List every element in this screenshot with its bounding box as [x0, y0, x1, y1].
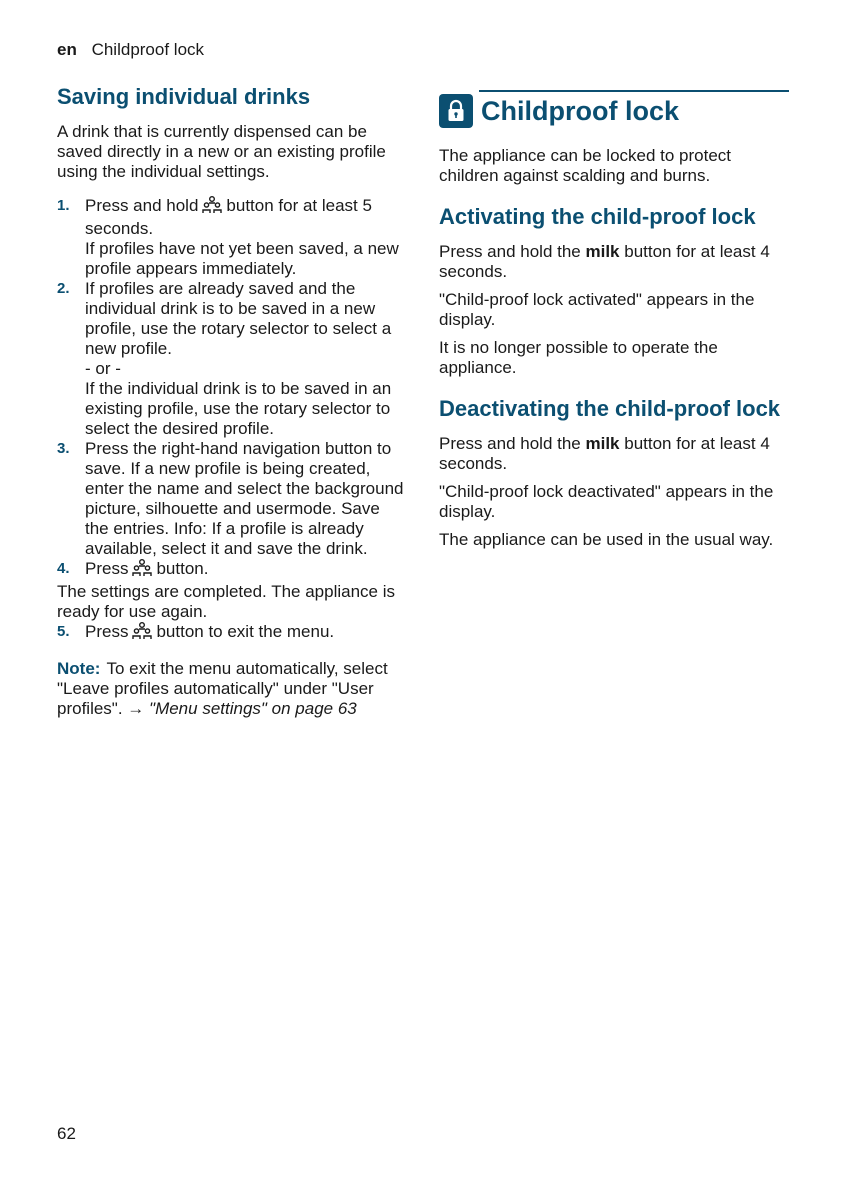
step-item — [57, 622, 405, 645]
milk-button-name: milk — [585, 242, 620, 261]
deactivate-result-text: The appliance can be used in the usual way. — [439, 530, 774, 549]
step-text: Press — [85, 622, 129, 641]
steps-list-continued — [57, 622, 405, 645]
step-number: 5. — [57, 623, 70, 640]
right-column — [439, 90, 789, 558]
deactivate-instruction: Press and hold the milk button for at least 4 seconds. — [439, 434, 770, 473]
activate-instruction: Press and hold the milk button for at least 4 seconds. — [439, 242, 770, 281]
step-text: button to exit the menu. — [156, 622, 335, 641]
profiles-icon — [132, 622, 152, 645]
saving-drinks-title: Saving individual drinks — [57, 84, 311, 109]
page-number: 62 — [57, 1124, 76, 1143]
lock-icon — [439, 94, 473, 128]
header-section: Childproof lock — [91, 40, 205, 59]
step-text: If profiles are already saved and the individual drink is to be saved in a new profile, use the rotary selector to select a new profile. — [85, 279, 392, 358]
profiles-icon — [132, 559, 152, 582]
step-number: 2. — [57, 280, 70, 297]
page-header — [57, 40, 204, 60]
activate-result-text: It is no longer possible to operate the appliance. — [439, 338, 718, 377]
step-text: Press — [85, 559, 129, 578]
left-column — [57, 84, 405, 727]
step-item — [57, 279, 405, 439]
step-item — [57, 439, 405, 559]
settings-completed-text: The settings are completed. The appliance is ready for use again. — [57, 582, 395, 621]
step-text: button. — [156, 559, 209, 578]
step-subtext: If the individual drink is to be saved in an existing profile, use the rotary selector to select the desired profile. — [85, 379, 392, 438]
activate-title: Activating the child-proof lock — [439, 204, 756, 229]
title-rule — [479, 90, 789, 92]
steps-list — [57, 196, 405, 582]
saving-drinks-intro: A drink that is currently dispensed can be saved directly in a new or an existing profile using the individual settings. — [57, 122, 386, 181]
arrow-icon: → — [127, 699, 145, 718]
note — [57, 659, 405, 719]
language-code: en — [57, 40, 77, 59]
childproof-title: Childproof lock — [481, 96, 679, 126]
note-label: Note: — [57, 659, 101, 678]
profiles-icon — [202, 196, 222, 219]
step-number: 4. — [57, 560, 70, 577]
step-or: - or - — [85, 359, 121, 378]
childproof-title-row — [439, 94, 789, 128]
page-reference-link[interactable]: "Menu settings" on page 63 — [149, 699, 357, 718]
step-number: 3. — [57, 440, 70, 457]
step-text: button for at least 5 seconds. — [85, 196, 372, 238]
childproof-intro: The appliance can be locked to protect children against scalding and burns. — [439, 146, 732, 185]
step-text: Press the right-hand navigation button to save. If a new profile is being created, enter the name and select the background picture, silhouette and usermode. Save the entries. Info: If a profile is already available, select it and save the drink. — [85, 439, 404, 558]
activate-display-text: "Child-proof lock activated" appears in the display. — [439, 290, 755, 329]
milk-button-name: milk — [585, 434, 620, 453]
deactivate-display-text: "Child-proof lock deactivated" appears in the display. — [439, 482, 774, 521]
deactivate-title: Deactivating the child-proof lock — [439, 396, 781, 421]
step-text: Press and hold — [85, 196, 199, 215]
note-text: To exit the menu automatically, select "Leave profiles automatically" under "User profiles". — [57, 659, 388, 718]
step-item — [57, 196, 405, 279]
step-number: 1. — [57, 197, 70, 214]
step-item — [57, 559, 405, 582]
step-subtext: If profiles have not yet been saved, a new profile appears immediately. — [85, 239, 399, 278]
